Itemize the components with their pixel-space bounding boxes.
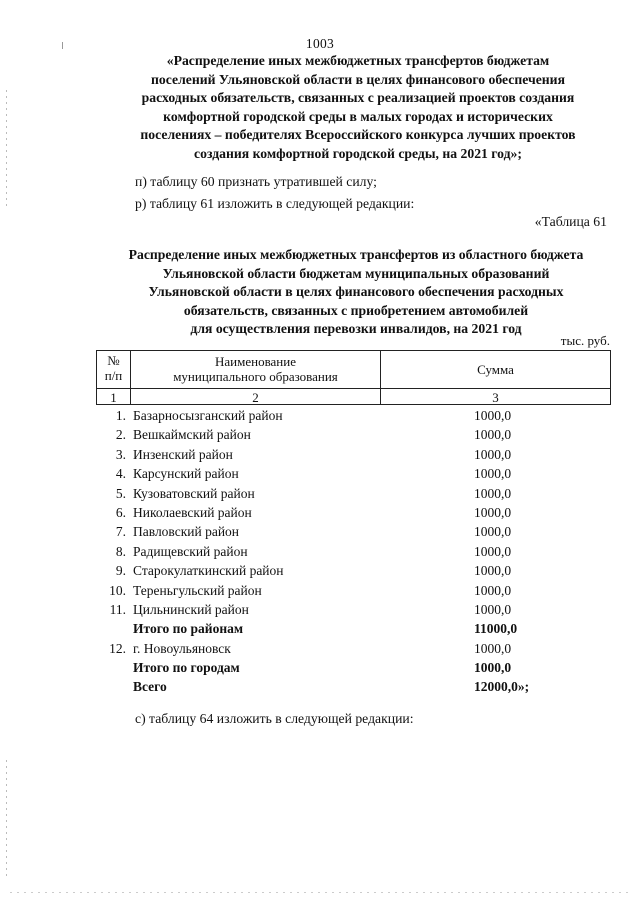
table-total-row bbox=[96, 619, 611, 638]
header-num-line: п/п bbox=[104, 368, 123, 383]
row-number: 5. bbox=[115, 485, 126, 501]
row-sum: 1000,0 bbox=[474, 640, 512, 656]
row-name: Карсунский район bbox=[133, 466, 239, 482]
paragraph-s: с) таблицу 64 изложить в следующей редакции: bbox=[135, 711, 414, 726]
table-row bbox=[96, 464, 611, 483]
table-row bbox=[96, 445, 611, 464]
table-row bbox=[96, 406, 611, 425]
header-num-line: № bbox=[107, 353, 120, 368]
table-row bbox=[96, 522, 611, 541]
row-name: Вешкаймский район bbox=[133, 427, 251, 443]
row-name: Старокулаткинский район bbox=[133, 563, 284, 579]
row-sum: 1000,0 bbox=[474, 582, 512, 598]
row-name: Радищевский район bbox=[133, 543, 248, 559]
row-number: 1. bbox=[115, 408, 126, 423]
row-name: Кузоватовский район bbox=[133, 485, 255, 501]
scan-edge-dots bbox=[6, 90, 7, 210]
row-sum: 1000,0 bbox=[474, 660, 512, 676]
table-label: «Таблица 61 bbox=[534, 214, 607, 229]
row-sum: 1000,0 bbox=[474, 543, 512, 559]
header-name-line: Наименование bbox=[215, 354, 296, 369]
table-row bbox=[96, 484, 611, 503]
row-number: 10. bbox=[109, 582, 126, 598]
section-heading bbox=[104, 52, 612, 164]
header-index: 2 bbox=[252, 390, 259, 405]
table-row bbox=[96, 600, 611, 619]
scan-bottom-dots bbox=[10, 892, 630, 893]
page-number: 1003 bbox=[305, 36, 335, 51]
title-line: Ульяновской области бюджетам муниципальных образований bbox=[162, 265, 550, 281]
row-number: 6. bbox=[115, 504, 126, 520]
row-name: Итого по районам bbox=[133, 621, 244, 637]
table-row bbox=[96, 581, 611, 600]
row-number: 11. bbox=[109, 601, 126, 617]
row-sum: 1000,0 bbox=[474, 485, 512, 501]
row-sum: 12000,0»; bbox=[474, 679, 530, 695]
header-name-line: муниципального образования bbox=[173, 369, 338, 384]
header-num bbox=[97, 353, 130, 383]
row-name: Николаевский район bbox=[133, 504, 252, 520]
row-sum: 11000,0 bbox=[474, 621, 518, 637]
row-sum: 1000,0 bbox=[474, 524, 512, 540]
header-name bbox=[131, 354, 380, 384]
row-sum: 1000,0 bbox=[474, 504, 512, 520]
header-index: 3 bbox=[492, 390, 499, 405]
row-name: Итого по городам bbox=[133, 660, 240, 676]
row-name: Цильнинский район bbox=[133, 601, 249, 617]
heading-line: создания комфортной городской среды, на 2021 год»; bbox=[194, 145, 522, 161]
table-total-row bbox=[96, 658, 611, 677]
heading-line: поселений Ульяновской области в целях финансового обеспечения bbox=[151, 71, 565, 87]
row-sum: 1000,0 bbox=[474, 408, 512, 423]
table-row bbox=[96, 561, 611, 580]
paragraph-r: р) таблицу 61 изложить в следующей редакции: bbox=[135, 196, 415, 211]
heading-line: «Распределение иных межбюджетных трансфертов бюджетам bbox=[166, 53, 550, 68]
row-sum: 1000,0 bbox=[474, 466, 512, 482]
row-sum: 1000,0 bbox=[474, 427, 512, 443]
row-number: 3. bbox=[115, 446, 126, 462]
row-number: 4. bbox=[115, 466, 126, 482]
row-sum: 1000,0 bbox=[474, 601, 512, 617]
row-number: 9. bbox=[115, 563, 126, 579]
row-number: 7. bbox=[115, 524, 126, 540]
row-number: 2. bbox=[115, 427, 126, 443]
table-row bbox=[96, 425, 611, 444]
row-name: Базарносызганский район bbox=[133, 408, 283, 423]
units-label: тыс. руб. bbox=[560, 333, 610, 348]
table-title bbox=[96, 246, 616, 339]
row-name: Тереньгульский район bbox=[133, 582, 262, 598]
heading-line: расходных обязательств, связанных с реализацией проектов создания bbox=[141, 90, 575, 106]
paragraph-p: п) таблицу 60 признать утратившей силу; bbox=[135, 174, 377, 189]
heading-line: поселениях – победителях Всероссийского конкурса лучших проектов bbox=[140, 127, 576, 143]
table-row bbox=[96, 639, 611, 658]
title-line: для осуществления перевозки инвалидов, на 2021 год bbox=[190, 321, 522, 337]
row-name: Павловский район bbox=[133, 524, 240, 540]
row-number: 12. bbox=[109, 640, 126, 656]
table-row bbox=[96, 503, 611, 522]
heading-line: комфортной городской среды в малых городах и исторических bbox=[163, 108, 553, 124]
row-name: г. Новоульяновск bbox=[133, 640, 231, 656]
table-header bbox=[96, 350, 611, 405]
table-row bbox=[96, 542, 611, 561]
header-sum: Сумма bbox=[477, 362, 514, 377]
row-number: 8. bbox=[115, 543, 126, 559]
table-total-row bbox=[96, 677, 611, 696]
row-sum: 1000,0 bbox=[474, 446, 512, 462]
title-line: Распределение иных межбюджетных трансфертов из областного бюджета bbox=[128, 247, 584, 262]
row-sum: 1000,0 bbox=[474, 563, 512, 579]
title-line: обязательств, связанных с приобретением автомобилей bbox=[183, 302, 529, 318]
title-line: Ульяновской области в целях финансового обеспечения расходных bbox=[148, 284, 564, 300]
table-divider bbox=[97, 388, 610, 389]
table-body bbox=[96, 406, 611, 697]
header-index: 1 bbox=[110, 390, 117, 405]
row-name: Инзенский район bbox=[133, 446, 233, 462]
scan-edge-dots bbox=[6, 760, 7, 880]
row-name: Всего bbox=[133, 679, 167, 695]
